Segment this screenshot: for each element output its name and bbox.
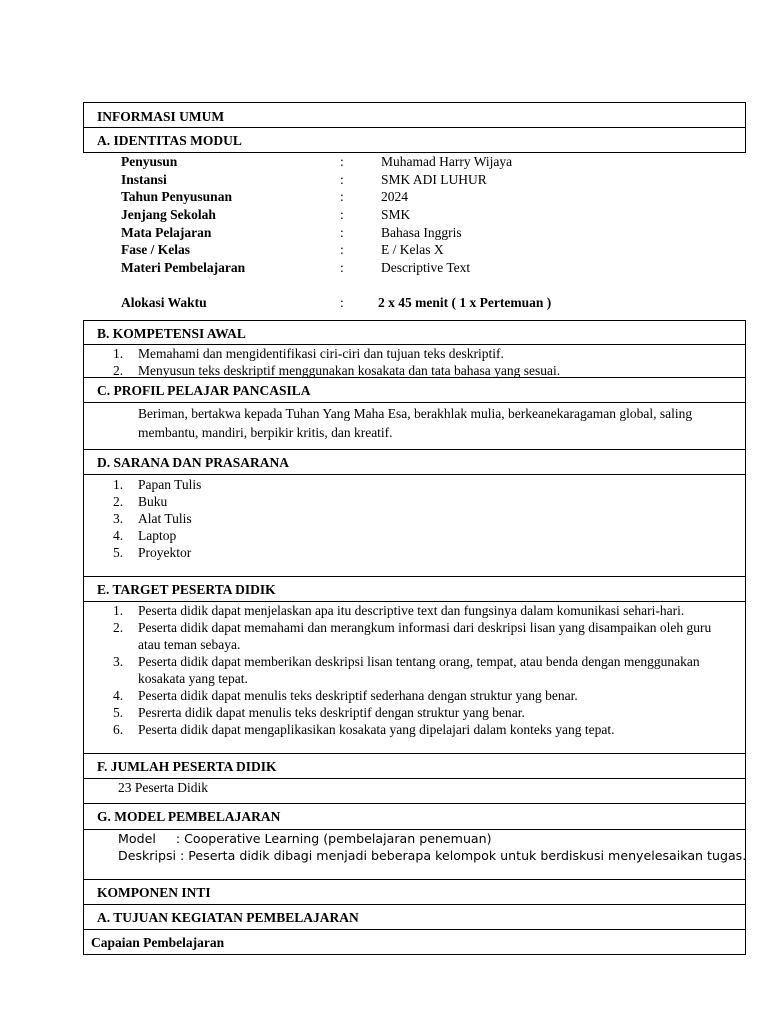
section-target-header (83, 577, 746, 602)
field-alokasi (121, 294, 721, 311)
tujuan-title: A. TUJUAN KEGIATAN PEMBELAJARAN (97, 910, 359, 925)
profil-text: Beriman, bertakwa kepada Tuhan Yang Maha Esa, berakhlak mulia, berkeanekaragaman global, saling membantu, mandiri, berpikir kritis, dan kreatif. (138, 406, 693, 440)
list-item (84, 527, 745, 544)
list-number: 4. (113, 688, 124, 703)
section-capaian-header (83, 930, 746, 955)
list-item (84, 687, 745, 704)
informasi-umum-title: INFORMASI UMUM (97, 109, 225, 124)
kompetensi-title: B. KOMPETENSI AWAL (97, 326, 246, 341)
list-item (84, 602, 745, 619)
model-body (83, 830, 746, 880)
profil-title: C. PROFIL PELAJAR PANCASILA (97, 383, 311, 398)
field-value: SMK ADI LUHUR (381, 172, 487, 187)
list-number: 2. (113, 363, 124, 378)
section-sarana-header (83, 450, 746, 475)
list-number: 3. (113, 511, 124, 526)
field-colon: : (340, 225, 344, 240)
field-instansi (121, 171, 721, 188)
identitas-block (83, 153, 746, 320)
list-text: Buku (138, 494, 168, 509)
capaian-title: Capaian Pembelajaran (91, 935, 225, 950)
target-list (84, 602, 745, 738)
list-number: 5. (113, 545, 124, 560)
list-item (84, 653, 745, 687)
field-tahun (121, 188, 721, 205)
list-number: 2. (113, 620, 124, 635)
field-colon: : (340, 242, 344, 257)
field-value: E / Kelas X (381, 242, 444, 257)
field-colon: : (340, 295, 344, 310)
list-number: 6. (113, 722, 124, 737)
list-item (84, 345, 745, 362)
section-model-header (83, 804, 746, 830)
list-number: 1. (113, 603, 124, 618)
list-number: 2. (113, 494, 124, 509)
sarana-list (84, 475, 745, 561)
sarana-title: D. SARANA DAN PRASARANA (97, 455, 290, 470)
field-fase (121, 241, 721, 258)
list-item (84, 544, 745, 561)
section-identitas-header (83, 128, 746, 153)
section-informasi-umum (83, 102, 746, 128)
kompetensi-list (84, 345, 745, 379)
list-text: Menyusun teks deskriptif menggunakan kosakata dan tata bahasa yang sesuai. (138, 363, 561, 378)
model-line: Model : Cooperative Learning (pembelajaran penemuan) (118, 831, 492, 846)
section-kompetensi-header (83, 320, 746, 345)
field-label: Instansi (121, 172, 167, 187)
list-text: Papan Tulis (138, 477, 202, 492)
field-colon: : (340, 154, 344, 169)
field-jenjang (121, 206, 721, 223)
field-value: SMK (381, 207, 411, 222)
field-label: Materi Pembelajaran (121, 260, 246, 275)
list-number: 1. (113, 477, 124, 492)
list-text: Memahami dan mengidentifikasi ciri-ciri dan tujuan teks deskriptif. (138, 346, 504, 361)
section-jumlah-header (83, 754, 746, 779)
jumlah-title: F. JUMLAH PESERTA DIDIK (97, 759, 277, 774)
section-komponen-inti (83, 880, 746, 905)
list-text: Peserta didik dapat menjelaskan apa itu descriptive text dan fungsinya dalam komunikasi sehari-hari. (138, 603, 685, 618)
deskripsi-line: Deskripsi : Peserta didik dibagi menjadi beberapa kelompok untuk berdiskusi menyelesaikan tugas. (118, 848, 747, 863)
field-label: Tahun Penyusunan (121, 189, 232, 204)
komponen-inti-title: KOMPONEN INTI (97, 885, 211, 900)
field-value: 2 x 45 menit ( 1 x Pertemuan ) (378, 295, 552, 310)
list-text: Laptop (138, 528, 177, 543)
field-colon: : (340, 260, 344, 275)
module-document (83, 102, 746, 955)
field-penyusun (121, 153, 721, 170)
target-body (83, 602, 746, 754)
field-colon: : (340, 189, 344, 204)
field-label: Mata Pelajaran (121, 225, 212, 240)
field-value: Descriptive Text (381, 260, 471, 275)
list-text: Peserta didik dapat memberikan deskripsi lisan tentang orang, tempat, atau benda dengan menggunakan kosakata yang tepat. (138, 654, 700, 686)
profil-body (83, 403, 746, 450)
list-text: Proyektor (138, 545, 192, 560)
list-number: 4. (113, 528, 124, 543)
field-label: Alokasi Waktu (121, 295, 207, 310)
list-text: Peserta didik dapat menulis teks deskriptif sederhana dengan struktur yang benar. (138, 688, 578, 703)
section-tujuan-header (83, 905, 746, 930)
list-text: Alat Tulis (138, 511, 192, 526)
list-number: 1. (113, 346, 124, 361)
field-mapel (121, 224, 721, 241)
jumlah-text: 23 Peserta Didik (118, 780, 208, 795)
field-value: Bahasa Inggris (381, 225, 462, 240)
field-value: Muhamad Harry Wijaya (381, 154, 513, 169)
field-label: Penyusun (121, 154, 178, 169)
field-label: Jenjang Sekolah (121, 207, 216, 222)
list-text: Peserta didik dapat memahami dan merangkum informasi dari deskripsi lisan yang disampaikan oleh guru atau teman sebaya. (138, 620, 712, 652)
section-profil-header (83, 378, 746, 403)
list-item (84, 510, 745, 527)
field-value: 2024 (381, 189, 408, 204)
field-materi (121, 259, 721, 276)
list-item (84, 721, 745, 738)
target-title: E. TARGET PESERTA DIDIK (97, 582, 276, 597)
kompetensi-body (83, 345, 746, 378)
list-item (84, 493, 745, 510)
identitas-title: A. IDENTITAS MODUL (97, 133, 242, 148)
list-item (84, 362, 745, 379)
list-item (84, 704, 745, 721)
list-text: Peserta didik dapat mengaplikasikan kosakata yang dipelajari dalam konteks yang tepat. (138, 722, 615, 737)
field-colon: : (340, 207, 344, 222)
model-title: G. MODEL PEMBELAJARAN (97, 809, 281, 824)
list-item (84, 476, 745, 493)
list-number: 5. (113, 705, 124, 720)
sarana-body (83, 475, 746, 577)
list-number: 3. (113, 654, 124, 669)
field-colon: : (340, 172, 344, 187)
field-label: Fase / Kelas (121, 242, 190, 257)
list-text: Pesrerta didik dapat menulis teks deskriptif dengan struktur yang benar. (138, 705, 525, 720)
jumlah-body (83, 779, 746, 804)
list-item (84, 619, 745, 653)
